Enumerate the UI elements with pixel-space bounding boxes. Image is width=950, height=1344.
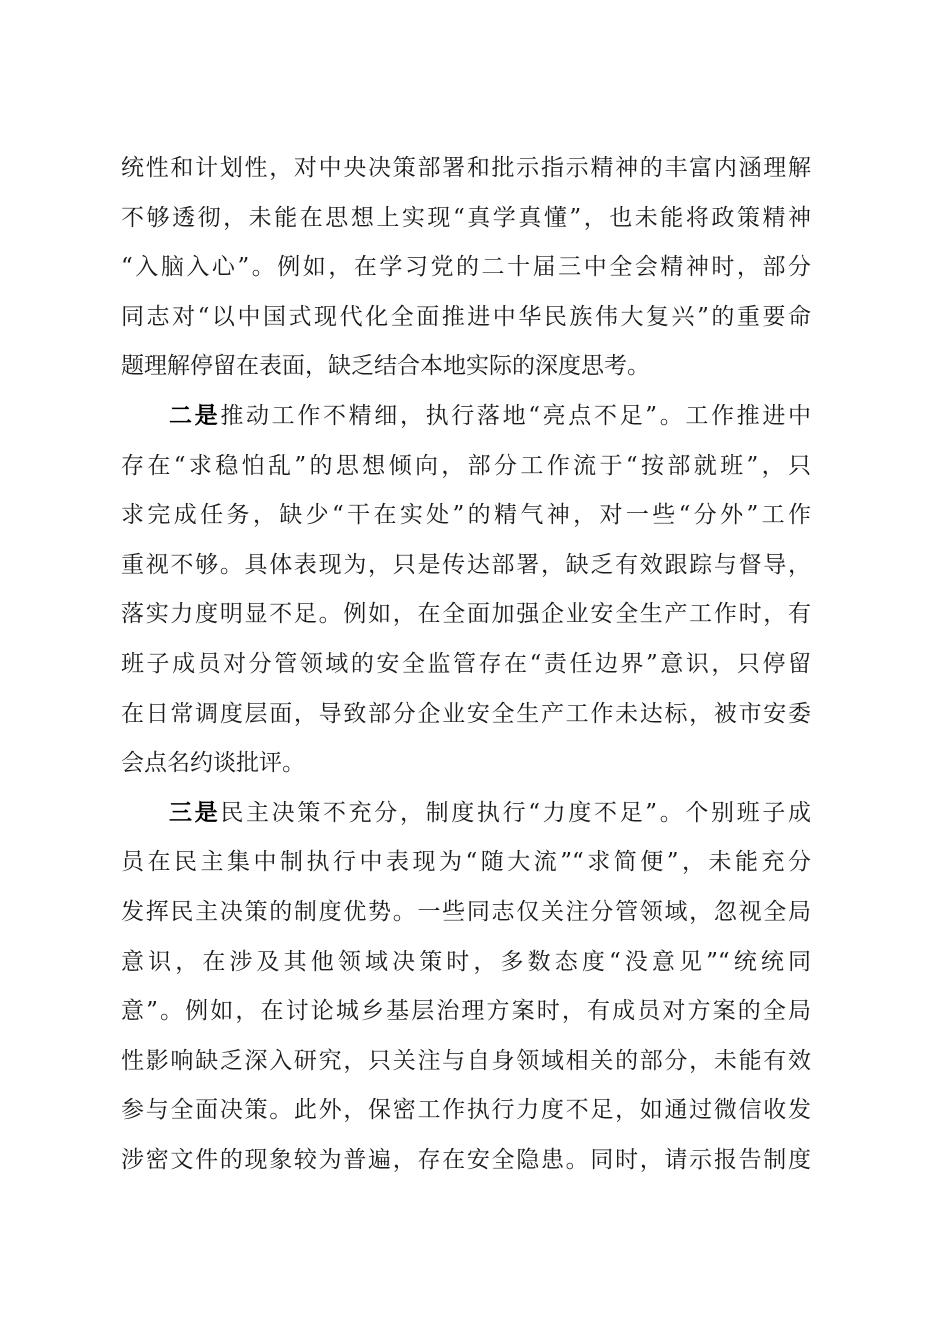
paragraph-2-line-6: 班子成员对分管领域的安全监管存在“责任边界”意识，只停留 [121,650,811,677]
paragraph-1-line-5: 题理解停留在表面，缺乏结合本地实际的深度思考。 [121,353,650,380]
paragraph-1-line-1: 统性和计划性，对中央决策部署和批示指示精神的丰富内涵理解 [121,155,811,181]
paragraph-2-first-line-text: 推动工作不精细，执行落地“亮点不足”。工作推进中 [220,402,811,429]
paragraph-1-line-2: 不够透彻，未能在思想上实现“真学真懂”，也未能将政策精神 [121,204,811,231]
paragraph-2-line-4: 重视不够。具体表现为，只是传达部署，缺乏有效跟踪与督导， [121,551,811,578]
paragraph-2-line-1 [121,396,811,446]
paragraph-3-line-1 [121,793,811,843]
paragraph-2-line-2: 存在“求稳怕乱”的思想倾向，部分工作流于“按部就班”，只 [121,452,811,479]
paragraph-1-line-4: 同志对“以中国式现代化全面推进中华民族伟大复兴”的重要命 [121,303,811,330]
paragraph-3-line-2: 员在民主集中制执行中表现为“随大流”“求简便”，未能充分 [121,849,811,876]
paragraph-2-line-7: 在日常调度层面，导致部分企业安全生产工作未达标，被市安委 [121,700,811,727]
paragraph-3-line-7: 参与全面决策。此外，保密工作执行力度不足，如通过微信收发 [121,1097,811,1124]
paragraph-3-lead: 三是 [169,799,221,826]
paragraph-2-line-3: 求完成任务，缺少“干在实处”的精气神，对一些“分外”工作 [121,502,811,529]
paragraph-3-first-line-text: 民主决策不充分，制度执行“力度不足”。个别班子成 [220,799,811,826]
paragraph-1-line-3: “入脑入心”。例如，在学习党的二十届三中全会精神时，部分 [121,254,811,281]
paragraph-2-line-5: 落实力度明显不足。例如，在全面加强企业安全生产工作时，有 [121,601,811,628]
paragraph-3-line-5: 意”。例如，在讨论城乡基层治理方案时，有成员对方案的全局 [121,998,811,1025]
paragraph-3-line-8: 涉密文件的现象较为普遍，存在安全隐患。同时，请示报告制度 [121,1146,811,1173]
paragraph-3-line-6: 性影响缺乏深入研究，只关注与自身领域相关的部分，未能有效 [121,1047,811,1074]
document-body [121,148,811,1189]
paragraph-3-line-4: 意识，在涉及其他领域决策时，多数态度“没意见”“统统同 [121,948,811,975]
paragraph-3-line-3: 发挥民主决策的制度优势。一些同志仅关注分管领域，忽视全局 [121,898,811,925]
paragraph-2-lead: 二是 [169,402,221,429]
paragraph-2-line-8: 会点名约谈批评。 [121,750,305,777]
